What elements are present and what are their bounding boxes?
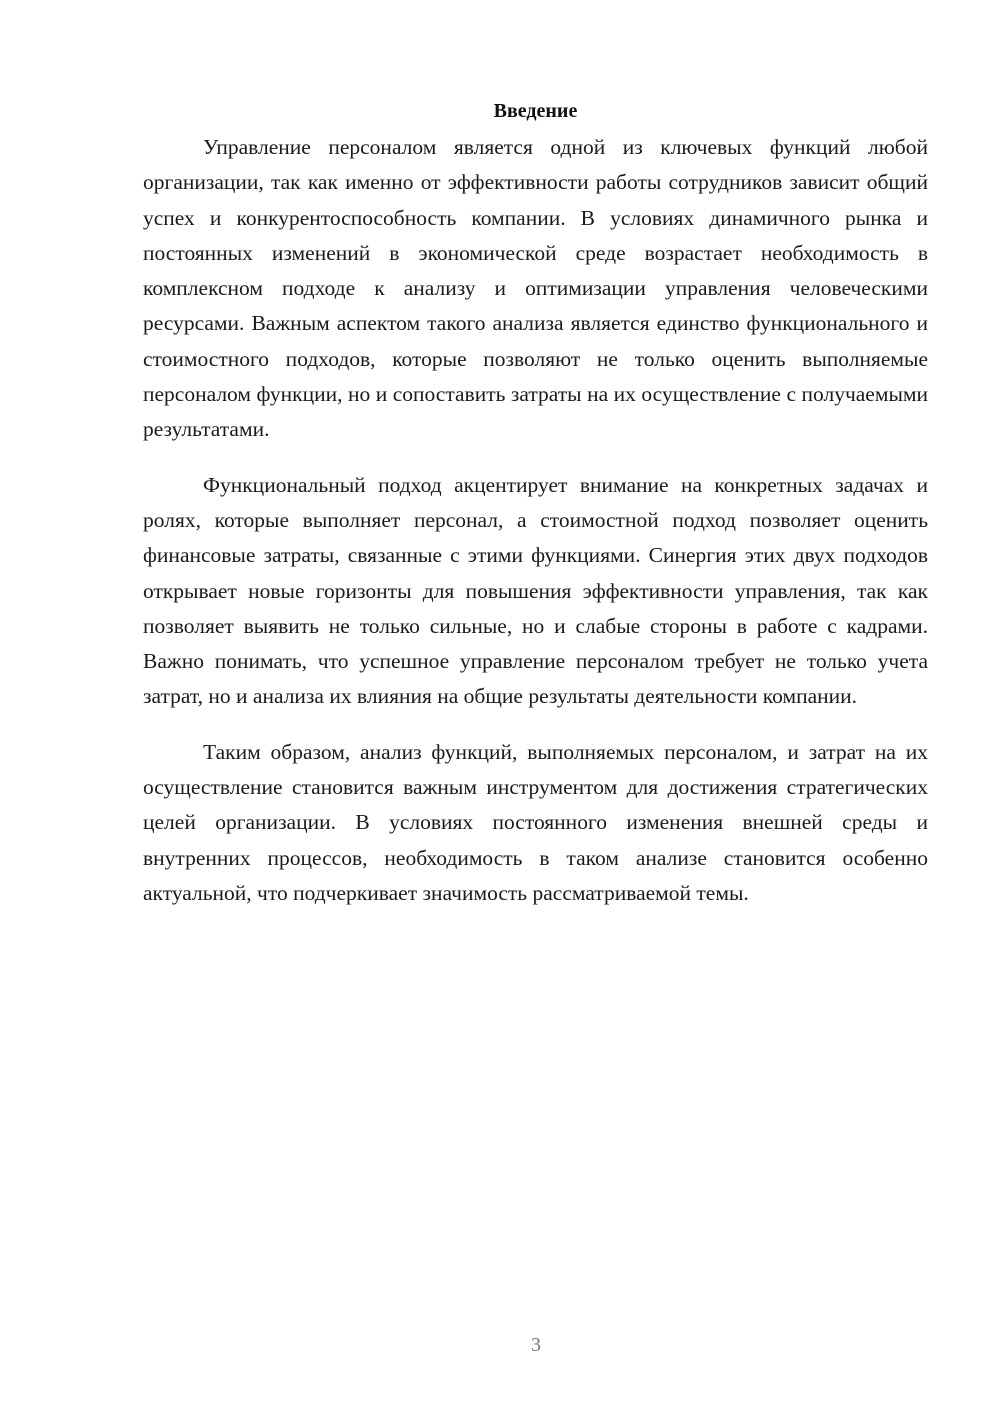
paragraph-3: Таким образом, анализ функций, выполняемых персоналом, и затрат на их осуществление становится важным инструментом для достижения стратегических целей организации. В условиях постоянного изменения внешней среды и внутренних процессов, необходимость в таком анализе становится особенно актуальной, что подчеркивает значимость рассматриваемой темы. <box>143 739 928 905</box>
paragraph-1: Управление персоналом является одной из ключевых функций любой организации, так как именно от эффективности работы сотрудников зависит общий успех и конкурентоспособность компании. В условиях динамичного рынка и постоянных изменений в экономической среде возрастает необходимость в комплексном подходе к анализу и оптимизации управления человеческими ресурсами. Важным аспектом такого анализа является единство функционального и стоимостного подходов, которые позволяют не только оценить выполняемые персоналом функции, но и сопоставить затраты на их осуществление с получаемыми результатами. <box>143 135 928 442</box>
document-page <box>143 96 928 931</box>
page-number: 3 <box>531 1334 541 1356</box>
section-title: Введение <box>493 100 578 122</box>
paragraph-2: Функциональный подход акцентирует внимание на конкретных задачах и ролях, которые выполняет персонал, а стоимостной подход позволяет оценить финансовые затраты, связанные с этими функциями. Синергия этих двух подходов открывает новые горизонты для повышения эффективности управления, так как позволяет выявить не только сильные, но и слабые стороны в работе с кадрами. Важно понимать, что успешное управление персоналом требует не только учета затрат, но и анализа их влияния на общие результаты деятельности компании. <box>143 472 928 709</box>
